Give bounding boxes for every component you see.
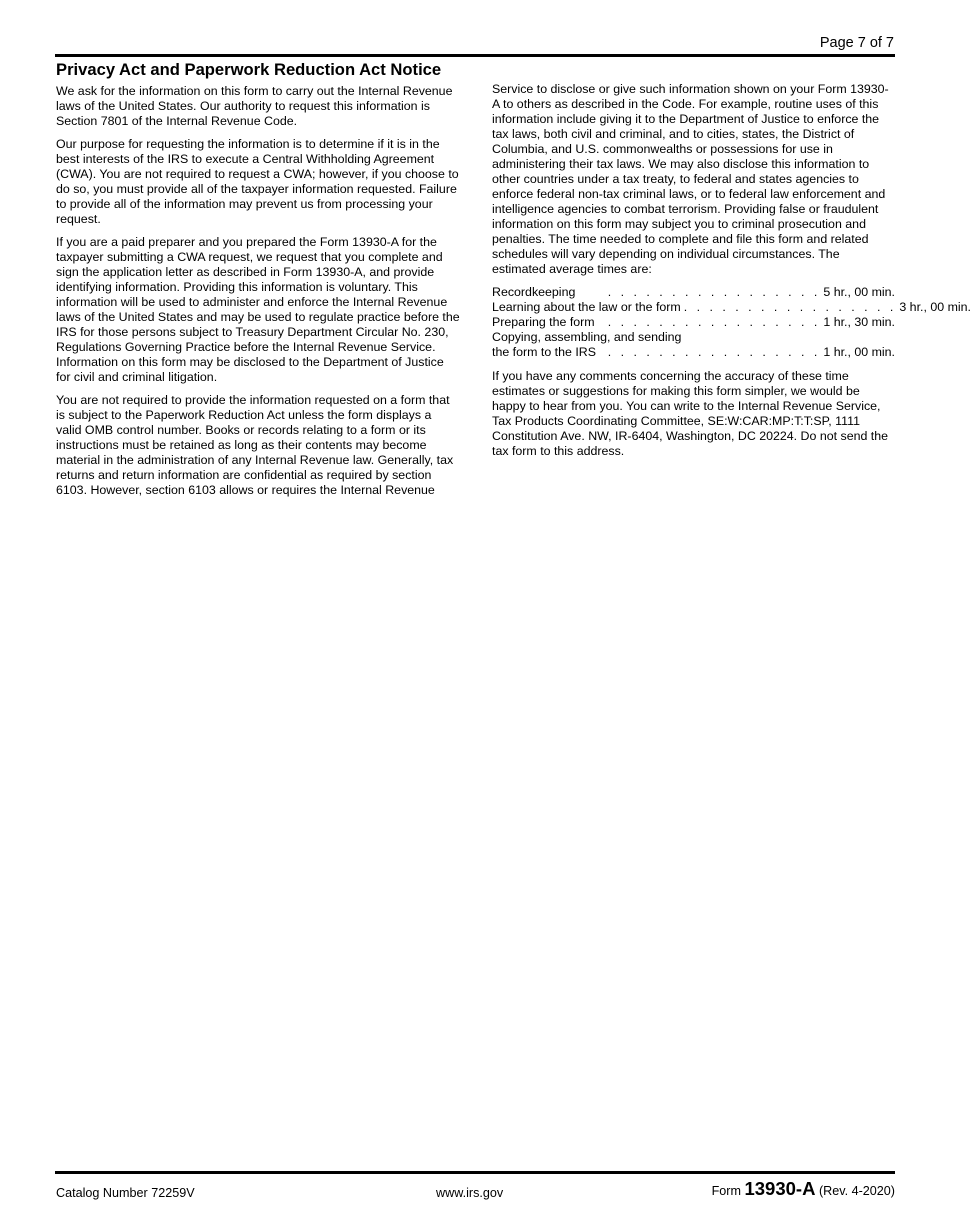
section-title: Privacy Act and Paperwork Reduction Act Notice bbox=[56, 60, 442, 79]
time-label: Recordkeeping bbox=[492, 285, 576, 299]
page-footer bbox=[56, 1178, 895, 1200]
leader-dots: . . . . . . . . . . . . . . . . . bbox=[607, 315, 821, 329]
time-row-learning bbox=[492, 300, 971, 315]
privacy-paragraph-paid-preparer: If you are a paid preparer and you prepared the Form 13930-A for the taxpayer submitting a CWA request, we request that you complete and sign the application letter as described in Form 13930-A, and provide identifying information. Providing this information is voluntary. This information will be used to administer and enforce the Internal Revenue laws of the United States and may be used to regulate practice before the IRS for those persons subject to Treasury Department Circular No. 230, Regulations Governing Practice before the Internal Revenue Service. Information on this form may be disclosed to the Department of Justice for civil and criminal litigation. bbox=[56, 235, 460, 384]
time-label: the form to the IRS bbox=[492, 345, 596, 359]
time-row-preparing bbox=[492, 315, 895, 330]
left-column bbox=[56, 58, 460, 506]
time-value: 3 hr., 00 min. bbox=[899, 300, 971, 314]
estimated-times-list bbox=[492, 285, 971, 360]
privacy-paragraph-comments: If you have any comments concerning the accuracy of these time estimates or suggestions for making this form simpler, we would be happy to hear from you. You can write to the Internal Revenue Service, Tax Products Coordinating Committee, SE:W:CAR:MP:T:T:SP, 1111 Constitution Ave. NW, IR-6404, Washington, DC 20224. Do not send the tax form to this address. bbox=[492, 369, 889, 458]
form-prefix: Form bbox=[711, 1184, 741, 1198]
time-row-copying bbox=[492, 345, 895, 360]
privacy-paragraph-authority: We ask for the information on this form to carry out the Internal Revenue laws of the United States. Our authority to request this information is Section 7801 of the Internal Revenue Code. bbox=[56, 84, 453, 128]
leader-dots: . . . . . . . . . . . . . . . . . bbox=[607, 285, 821, 299]
page-number: Page 7 of 7 bbox=[819, 35, 894, 51]
privacy-paragraph-purpose: Our purpose for requesting the information is to determine if it is in the best interests of the IRS to execute a Central Withholding Agreement (CWA). You are not required to request a CWA; however, if you choose to do so, you must provide all of the taxpayer information requested. Failure to provide all of the information may prevent us from processing your request. bbox=[56, 137, 459, 226]
privacy-paragraph-disclosure: Service to disclose or give such information shown on your Form 13930-A to others as described in the Code. For example, routine uses of this information include giving it to the Department of Justice to enforce the tax laws, both civil and criminal, and to cities, states, the District of Columbia, and U.S. commonwealths or possessions for use in administering their tax laws. We may also disclose this information to other countries under a tax treaty, to federal and states agencies to enforce federal non-tax criminal laws, or to federal law enforcement and intelligence agencies to combat terrorism. Providing false or fraudulent information on this form may subject you to criminal prosecution and penalties. The time needed to complete and file this form and related schedules will vary depending on individual circumstances. The estimated average times are: bbox=[492, 82, 889, 276]
catalog-number: Catalog Number 72259V bbox=[56, 1186, 195, 1200]
footer-rule bbox=[55, 1171, 895, 1174]
time-value: 1 hr., 00 min. bbox=[823, 345, 895, 359]
leader-dots: . . . . . . . . . . . . . . . . . bbox=[683, 300, 897, 314]
privacy-paragraph-paperwork: You are not required to provide the information requested on a form that is subject to the Paperwork Reduction Act unless the form displays a valid OMB control number. Books or records relating to a form or its instructions must be retained as long as their contents may become material in the administration of any Internal Revenue law. Generally, tax returns and return information are confidential as required by section 6103. However, section 6103 allows or requires the Internal Revenue bbox=[56, 393, 454, 497]
time-label: Preparing the form bbox=[492, 315, 595, 329]
header-rule bbox=[55, 54, 895, 57]
time-value: 1 hr., 30 min. bbox=[823, 315, 895, 329]
time-label: Learning about the law or the form bbox=[492, 300, 681, 314]
form-identifier bbox=[712, 1178, 895, 1200]
website-link[interactable]: www.irs.gov bbox=[436, 1186, 504, 1200]
leader-dots: . . . . . . . . . . . . . . . . . bbox=[607, 345, 821, 359]
right-column bbox=[492, 82, 971, 467]
form-number: 13930-A bbox=[744, 1178, 816, 1199]
time-value: 5 hr., 00 min. bbox=[823, 285, 895, 299]
time-row-recordkeeping bbox=[492, 285, 895, 300]
form-revision: (Rev. 4-2020) bbox=[818, 1184, 895, 1198]
time-row-copying-line1: Copying, assembling, and sending bbox=[492, 330, 682, 344]
